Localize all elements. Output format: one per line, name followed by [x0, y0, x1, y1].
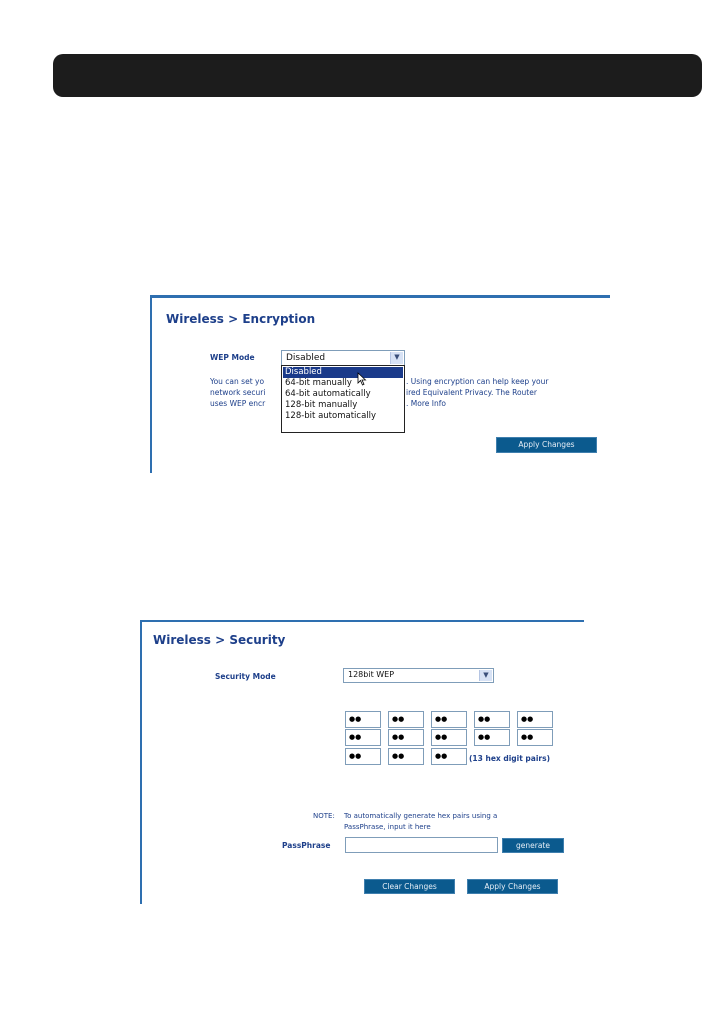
hex-pair-input-9[interactable]: ●● [474, 729, 510, 746]
hex-pair-input-13[interactable]: ●● [431, 748, 467, 765]
passphrase-input[interactable] [345, 837, 498, 853]
note-text-line-1: To automatically generate hex pairs using a [344, 812, 498, 820]
note-label: NOTE: [313, 812, 335, 820]
hex-pair-input-10[interactable]: ●● [517, 729, 553, 746]
hex-pair-input-11[interactable]: ●● [345, 748, 381, 765]
description-line-2-right: ired Equivalent Privacy. The Router [406, 388, 537, 397]
apply-changes-button[interactable]: Apply Changes [467, 879, 558, 894]
wep-mode-selected-value: Disabled [286, 353, 326, 363]
hex-pair-input-5[interactable]: ●● [517, 711, 553, 728]
panel-left-border [140, 620, 142, 904]
security-panel [140, 620, 584, 904]
description-line-3-left: uses WEP encr [210, 399, 266, 408]
wep-mode-dropdown-list [281, 365, 405, 433]
dropdown-option-128-bit-automatically[interactable]: 128-bit automatically [285, 411, 377, 421]
hex-pair-input-7[interactable]: ●● [388, 729, 424, 746]
more-info-link[interactable]: More Info [410, 399, 446, 408]
security-mode-selected-value: 128bit WEP [348, 670, 395, 679]
dropdown-option-64-bit-automatically[interactable]: 64-bit automatically [285, 389, 371, 399]
hex-pair-input-1[interactable]: ●● [345, 711, 381, 728]
hex-pair-input-6[interactable]: ●● [345, 729, 381, 746]
security-mode-label: Security Mode [215, 672, 276, 681]
mouse-pointer-icon [357, 372, 367, 386]
hex-pair-input-8[interactable]: ●● [431, 729, 467, 746]
dropdown-option-disabled[interactable]: Disabled [283, 367, 403, 378]
wep-mode-select[interactable] [281, 350, 405, 366]
page-title: Wireless > Encryption [166, 312, 316, 326]
hex-pair-input-3[interactable]: ●● [431, 711, 467, 728]
panel-top-border [150, 295, 610, 298]
description-line-2-left: network securi [210, 388, 266, 397]
hex-pair-input-2[interactable]: ●● [388, 711, 424, 728]
note-text-line-2: PassPhrase, input it here [344, 823, 431, 831]
wep-mode-label: WEP Mode [210, 353, 255, 362]
description-line-1-left: You can set yo [210, 377, 265, 386]
top-header-bar [53, 54, 702, 97]
passphrase-label: PassPhrase [282, 841, 331, 850]
hex-pair-input-4[interactable]: ●● [474, 711, 510, 728]
description-line-3-right [406, 398, 446, 409]
description-line-1-right: . Using encryption can help keep your [406, 377, 549, 386]
dropdown-option-64-bit-manually[interactable]: 64-bit manually [285, 378, 352, 388]
panel-left-border [150, 295, 152, 473]
panel-top-border [140, 620, 584, 622]
generate-button[interactable]: generate [502, 838, 564, 853]
page-title: Wireless > Security [153, 633, 286, 647]
chevron-down-icon[interactable]: ▼ [390, 352, 403, 364]
description-line-3-right-text: . [406, 399, 411, 408]
hex-pair-input-12[interactable]: ●● [388, 748, 424, 765]
security-mode-select[interactable] [343, 668, 494, 683]
dropdown-option-128-bit-manually[interactable]: 128-bit manually [285, 400, 358, 410]
apply-changes-button[interactable]: Apply Changes [496, 437, 597, 453]
encryption-panel [150, 295, 610, 473]
chevron-down-icon[interactable]: ▼ [479, 670, 492, 681]
clear-changes-button[interactable]: Clear Changes [364, 879, 455, 894]
hex-pairs-hint: (13 hex digit pairs) [469, 754, 551, 763]
